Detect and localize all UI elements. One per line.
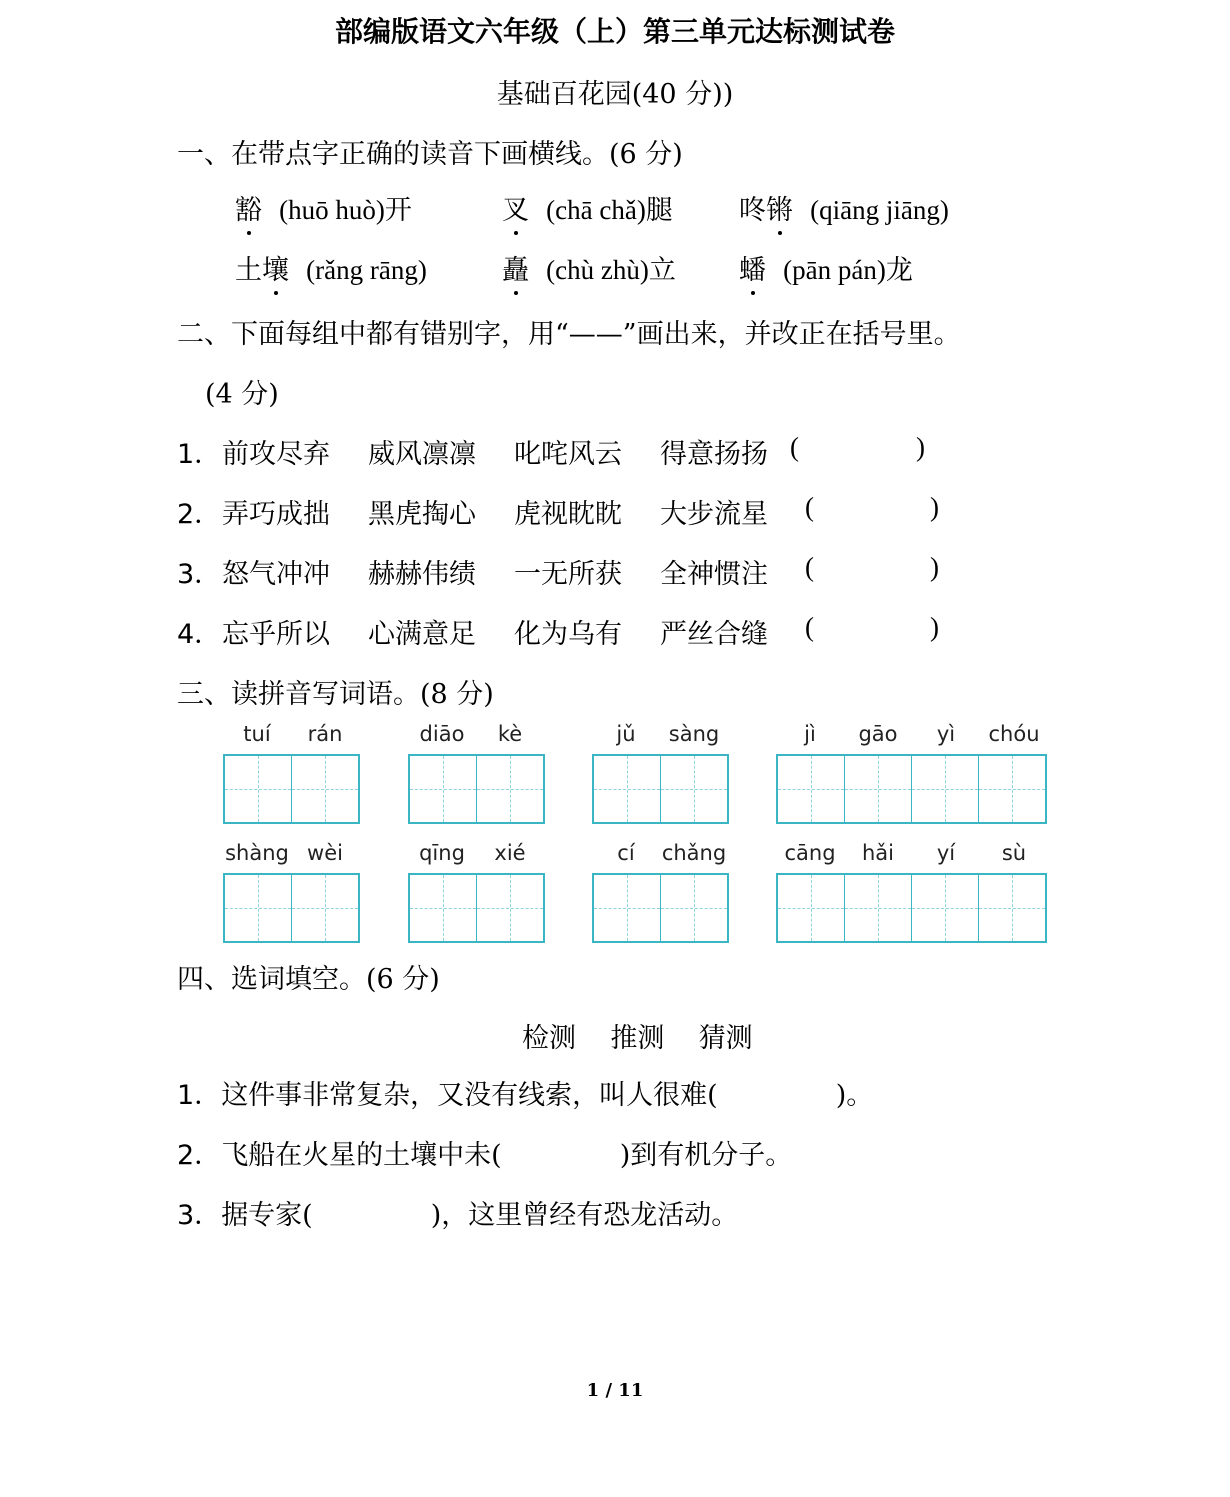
char-pre: 咚: [739, 195, 766, 226]
pinyin-syllable: wèi: [307, 841, 343, 865]
idiom-word: 全神惯注: [660, 559, 768, 590]
sentence-before: 据专家(: [221, 1200, 313, 1231]
pinyin-syllable: jǔ: [616, 722, 636, 746]
char-tail: 立: [648, 255, 676, 286]
answer-blank-close: ): [930, 612, 939, 642]
idiom-word: 严丝合缝: [660, 619, 768, 650]
writing-boxes: [408, 754, 545, 824]
answer-blank-open: (: [790, 432, 799, 462]
s3-heading: 三、读拼音写词语。(8 分): [177, 679, 494, 710]
row-number: 3．: [177, 559, 222, 590]
pinyin-options: (chù zhù): [546, 255, 649, 285]
row-number: 2．: [177, 499, 222, 530]
word-option: 检测: [522, 1023, 576, 1054]
dotted-char: 豁: [235, 188, 262, 227]
item-number: 2．: [177, 1140, 222, 1171]
page-number: 1 / 11: [586, 1380, 644, 1401]
fill-item: [177, 1193, 738, 1232]
dotted-char: 矗: [502, 248, 529, 287]
idiom-word: 大步流星: [660, 499, 768, 530]
idiom-word: 忘乎所以: [222, 619, 330, 650]
pinyin-syllable: yì: [936, 722, 956, 746]
answer-blank-close: ): [930, 492, 939, 522]
answer-blank-open: (: [805, 552, 814, 582]
word-option: 猜测: [698, 1023, 753, 1054]
tianzi-cell[interactable]: [660, 756, 727, 822]
pinyin-syllable: sàng: [668, 722, 720, 746]
s4-heading: 四、选词填空。(6 分): [177, 964, 440, 995]
word-bank: [522, 1016, 753, 1055]
tianzi-cell[interactable]: [410, 875, 476, 941]
tianzi-cell[interactable]: [978, 875, 1045, 941]
idiom-word: 得意扬扬: [660, 439, 768, 470]
dotted-char: 锵: [766, 188, 793, 227]
pinyin-options: (pān pán): [783, 255, 886, 285]
pinyin-syllable: tuí: [243, 722, 271, 746]
pinyin-options: (chā chǎ): [546, 195, 646, 225]
writing-boxes: [223, 873, 360, 943]
idiom-word: 威风凛凛: [368, 439, 476, 470]
s1-item: [502, 188, 673, 227]
item-number: 3．: [177, 1200, 222, 1231]
dotted-char: 壤: [262, 248, 289, 287]
tianzi-cell[interactable]: [225, 756, 291, 822]
section-subtitle: 基础百花园(40 分)): [496, 79, 734, 110]
tianzi-cell[interactable]: [844, 875, 911, 941]
char-tail: 腿: [645, 195, 673, 226]
s1-item: [739, 248, 913, 287]
idiom-word: 心满意足: [368, 619, 476, 650]
tianzi-cell[interactable]: [911, 756, 978, 822]
pinyin-syllable: gāo: [858, 722, 898, 746]
tianzi-cell[interactable]: [476, 756, 543, 822]
pinyin-syllable: xié: [494, 841, 526, 865]
idiom-word: 黑虎掏心: [368, 499, 476, 530]
pinyin-syllable: hǎi: [861, 841, 894, 865]
s1-item: [235, 248, 427, 287]
tianzi-cell[interactable]: [410, 756, 476, 822]
char-pre: 土: [235, 255, 262, 286]
answer-blank-close: ): [930, 552, 939, 582]
pinyin-syllable: sù: [1001, 841, 1027, 865]
tianzi-cell[interactable]: [660, 875, 727, 941]
s1-item: [739, 188, 949, 227]
sentence-before: 飞船在火星的土壤中未(: [221, 1140, 502, 1171]
pinyin-options: (rǎng rāng): [306, 255, 427, 285]
pinyin-syllable: chóu: [988, 722, 1040, 746]
tianzi-cell[interactable]: [844, 756, 911, 822]
sentence-after: )到有机分子。: [619, 1140, 793, 1171]
char-tail: 龙: [885, 255, 913, 286]
answer-blank-open: (: [805, 612, 814, 642]
s1-item: [235, 188, 412, 227]
row-number: 4．: [177, 619, 222, 650]
pinyin-syllable: kè: [497, 722, 523, 746]
fill-item: [177, 1133, 792, 1172]
fill-item: [177, 1073, 873, 1112]
word-option: 推测: [610, 1023, 665, 1054]
s2-heading-score: (4 分): [205, 379, 279, 410]
writing-boxes: [776, 754, 1047, 824]
pinyin-syllable: cí: [617, 841, 635, 865]
pinyin-syllable: cāng: [784, 841, 836, 865]
idiom-word: 弄巧成拙: [222, 499, 330, 530]
page-title: 部编版语文六年级（上）第三单元达标测试卷: [334, 15, 895, 48]
idiom-word: 前攻尽弃: [222, 439, 330, 470]
char-tail: 开: [384, 195, 412, 226]
item-number: 1．: [177, 1080, 222, 1111]
writing-boxes: [592, 873, 729, 943]
tianzi-cell[interactable]: [476, 875, 543, 941]
tianzi-cell[interactable]: [778, 875, 844, 941]
pinyin-syllable: diāo: [419, 722, 465, 746]
answer-blank-open: (: [805, 492, 814, 522]
sentence-before: 这件事非常复杂，又没有线索，叫人很难(: [221, 1080, 718, 1111]
s1-item: [502, 248, 676, 287]
sentence-after: )。: [835, 1080, 874, 1111]
tianzi-cell[interactable]: [225, 875, 291, 941]
idiom-word: 怒气冲冲: [222, 559, 330, 590]
pinyin-syllable: qīng: [419, 841, 465, 865]
answer-blank-close: ): [916, 432, 925, 462]
writing-boxes: [223, 754, 360, 824]
pinyin-syllable: jì: [804, 722, 816, 746]
tianzi-cell[interactable]: [594, 875, 660, 941]
pinyin-syllable: yí: [936, 841, 956, 865]
pinyin-options: (qiāng jiāng): [810, 195, 949, 225]
tianzi-cell[interactable]: [978, 756, 1045, 822]
dotted-char: 叉: [502, 188, 529, 227]
pinyin-syllable: rán: [307, 722, 343, 746]
writing-boxes: [592, 754, 729, 824]
writing-boxes: [776, 873, 1047, 943]
pinyin-syllable: chǎng: [661, 841, 727, 865]
s1-heading: 一、在带点字正确的读音下画横线。(6 分): [177, 139, 683, 170]
dotted-char: 蟠: [739, 248, 766, 287]
sentence-after: )，这里曾经有恐龙活动。: [430, 1200, 739, 1231]
tianzi-cell[interactable]: [291, 756, 358, 822]
writing-boxes: [408, 873, 545, 943]
idiom-word: 虎视眈眈: [514, 499, 622, 530]
tianzi-cell[interactable]: [594, 756, 660, 822]
idiom-word: 叱咤风云: [514, 439, 622, 470]
s2-heading: 二、下面每组中都有错别字，用“——”画出来，并改正在括号里。: [177, 319, 961, 350]
pinyin-syllable: shàng: [225, 841, 289, 865]
idiom-word: 化为乌有: [514, 619, 622, 650]
idiom-word: 一无所获: [514, 559, 622, 590]
tianzi-cell[interactable]: [911, 875, 978, 941]
tianzi-cell[interactable]: [291, 875, 358, 941]
row-number: 1．: [177, 439, 222, 470]
pinyin-options: (huō huò): [279, 195, 385, 225]
idiom-word: 赫赫伟绩: [368, 559, 476, 590]
tianzi-cell[interactable]: [778, 756, 844, 822]
